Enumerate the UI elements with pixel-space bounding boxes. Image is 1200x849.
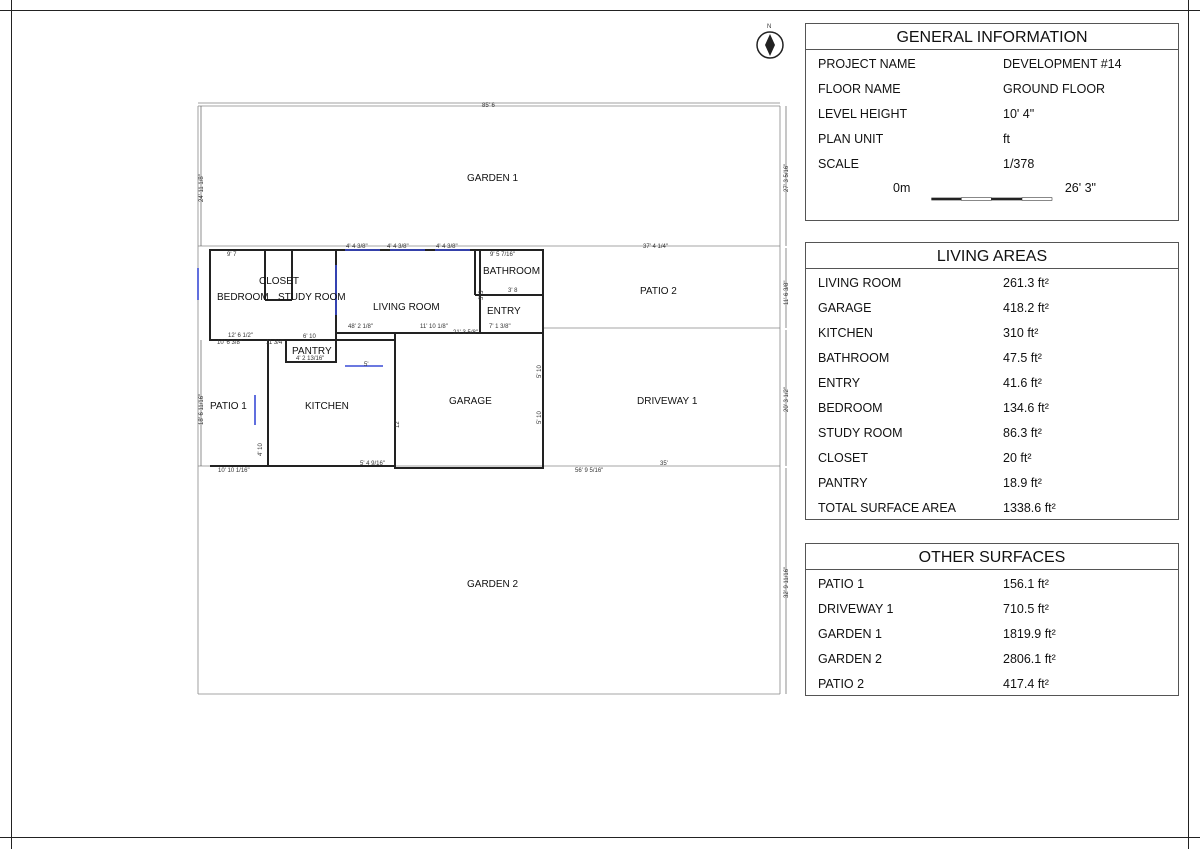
driveway-1-label: DRIVEWAY 1 xyxy=(637,396,698,407)
dim-right-patio2: 11' 6 3/8" xyxy=(784,280,790,305)
dim-410: 4' 10 xyxy=(258,443,264,456)
study-room-label: STUDY ROOM xyxy=(278,292,346,303)
dim-549: 5' 4 9/16" xyxy=(360,461,385,467)
dim-1063: 10' 6 3/8" xyxy=(217,340,242,346)
scale-end-label: 26' 3" xyxy=(1064,181,1096,195)
info-row-scale xyxy=(806,150,1178,175)
living-areas-panel xyxy=(805,242,1179,520)
area-row xyxy=(806,369,1178,394)
surface-row xyxy=(806,670,1178,695)
area-row xyxy=(806,294,1178,319)
garage-label: GARAGE xyxy=(449,396,492,407)
info-label: PLAN UNIT xyxy=(818,132,884,146)
surface-label: DRIVEWAY 1 xyxy=(818,602,894,616)
surface-row xyxy=(806,645,1178,670)
area-label: STUDY ROOM xyxy=(818,426,903,440)
dim-510b: 5' 10 xyxy=(537,411,543,424)
area-label: PANTRY xyxy=(818,476,868,490)
info-row-level-height xyxy=(806,100,1178,125)
general-information-title: GENERAL INFORMATION xyxy=(806,24,1178,50)
dim-left-garden1: 24' 11 1/8" xyxy=(199,174,205,202)
living-room-label: LIVING ROOM xyxy=(373,302,440,313)
area-value: 310 ft² xyxy=(1003,326,1039,340)
entry-label: ENTRY xyxy=(487,306,521,317)
dim-left-patio1: 18' 6 11/16" xyxy=(199,393,205,425)
info-value: GROUND FLOOR xyxy=(1003,82,1106,96)
surface-row xyxy=(806,595,1178,620)
area-row xyxy=(806,269,1178,294)
dim-right-drive: 20' 3 1/2" xyxy=(784,387,790,412)
area-row xyxy=(806,319,1178,344)
other-surfaces-panel xyxy=(805,543,1179,696)
dim-wall-c: 4' 4 3/8" xyxy=(436,244,458,250)
area-value: 86.3 ft² xyxy=(1003,426,1042,440)
compass-north-label: N xyxy=(767,24,772,30)
info-label: PROJECT NAME xyxy=(818,57,916,71)
surface-row xyxy=(806,570,1178,595)
surface-label: GARDEN 2 xyxy=(818,652,882,666)
surface-row xyxy=(806,620,1178,645)
area-label: TOTAL SURFACE AREA xyxy=(818,501,957,515)
info-row-plan-unit xyxy=(806,125,1178,150)
dim-top-width: 85' 6 xyxy=(482,103,495,109)
area-value: 47.5 ft² xyxy=(1003,351,1042,365)
compass-needle-icon xyxy=(765,34,775,56)
dim-33: 3' 3 xyxy=(479,290,485,300)
area-value: 18.9 ft² xyxy=(1003,476,1042,490)
surface-label: GARDEN 1 xyxy=(818,627,882,641)
garden-1-label: GARDEN 1 xyxy=(467,173,519,184)
dim-wall-a: 4' 4 3/8" xyxy=(346,244,368,250)
garden-2-label: GARDEN 2 xyxy=(467,579,519,590)
area-value: 1338.6 ft² xyxy=(1003,501,1056,515)
bedroom-label: BEDROOM xyxy=(217,292,269,303)
info-label: FLOOR NAME xyxy=(818,82,901,96)
area-value: 134.6 ft² xyxy=(1003,401,1049,415)
dim-1261: 12' 6 1/2" xyxy=(228,333,253,339)
info-value: 10' 4" xyxy=(1003,107,1035,121)
dim-right-garden1: 27' 3 5/16" xyxy=(784,163,790,192)
area-value: 20 ft² xyxy=(1003,451,1032,465)
dim-35: 35' xyxy=(660,461,668,467)
kitchen-label: KITCHEN xyxy=(305,401,349,412)
bathroom-label: BATHROOM xyxy=(483,266,541,277)
surface-label: PATIO 2 xyxy=(818,677,865,691)
dim-5: 5' xyxy=(364,362,369,368)
area-row xyxy=(806,419,1178,444)
area-label: LIVING ROOM xyxy=(818,276,902,290)
info-label: SCALE xyxy=(818,157,859,171)
dim-2135: 21' 3 5/8" xyxy=(453,330,478,336)
surface-value: 156.1 ft² xyxy=(1003,577,1049,591)
dim-1134: 11 3/4" xyxy=(266,340,285,346)
surface-value: 1819.9 ft² xyxy=(1003,627,1056,641)
area-label: ENTRY xyxy=(818,376,861,390)
dim-wall-b: 4' 4 3/8" xyxy=(387,244,409,250)
pantry-label: PANTRY xyxy=(292,346,332,357)
info-label: LEVEL HEIGHT xyxy=(818,107,908,121)
dim-1110: 11' 10 1/8" xyxy=(420,324,448,330)
area-row xyxy=(806,444,1178,469)
info-row-project xyxy=(806,50,1178,75)
dim-patio2-top: 37' 4 1/4" xyxy=(643,244,668,250)
area-label: BEDROOM xyxy=(818,401,883,415)
surface-value: 417.4 ft² xyxy=(1003,677,1049,691)
patio-1-label: PATIO 1 xyxy=(210,401,247,412)
dim-7138: 7' 1 3/8" xyxy=(489,324,511,330)
dim-610: 6' 10 xyxy=(303,334,316,340)
dimension-lines xyxy=(198,103,786,694)
dim-12: 12' xyxy=(395,420,401,428)
area-row xyxy=(806,344,1178,369)
scale-start-label: 0m xyxy=(893,181,911,195)
surface-label: PATIO 1 xyxy=(818,577,865,591)
general-information-panel xyxy=(805,23,1179,221)
area-label: CLOSET xyxy=(818,451,869,465)
area-label: KITCHEN xyxy=(818,326,873,340)
info-value: DEVELOPMENT #14 xyxy=(1003,57,1122,71)
dim-bath-top: 9' 5 7/16" xyxy=(490,252,515,258)
area-value: 41.6 ft² xyxy=(1003,376,1042,390)
area-row xyxy=(806,394,1178,419)
dim-510a: 5' 10 xyxy=(537,365,543,378)
dim-top-bedroom: 9' 7 xyxy=(227,252,237,258)
surface-value: 710.5 ft² xyxy=(1003,602,1049,616)
area-value: 418.2 ft² xyxy=(1003,301,1049,315)
compass xyxy=(757,24,783,58)
closet-label: CLOSET xyxy=(259,276,300,287)
patio-2-label: PATIO 2 xyxy=(640,286,677,297)
dim-right-garden2: 32' 9 11/16" xyxy=(784,566,790,598)
area-value: 261.3 ft² xyxy=(1003,276,1049,290)
area-row xyxy=(806,469,1178,494)
scale-bar xyxy=(806,175,1178,205)
dim-10101: 10' 10 1/16" xyxy=(218,468,250,474)
dim-42: 4' 2 13/16" xyxy=(296,356,325,362)
dim-56: 56' 9 5/16" xyxy=(575,468,604,474)
info-value: 1/378 xyxy=(1003,157,1035,171)
dim-38: 3' 8 xyxy=(508,288,518,294)
info-value: ft xyxy=(1003,132,1010,146)
surface-value: 2806.1 ft² xyxy=(1003,652,1056,666)
scale-bar-graphic xyxy=(901,197,1083,201)
info-row-floor xyxy=(806,75,1178,100)
other-surfaces-title: OTHER SURFACES xyxy=(806,544,1178,570)
area-label: GARAGE xyxy=(818,301,872,315)
area-label: BATHROOM xyxy=(818,351,890,365)
living-areas-title: LIVING AREAS xyxy=(806,243,1178,269)
dim-48: 48' 2 1/8" xyxy=(348,324,373,330)
area-row-total xyxy=(806,494,1178,519)
